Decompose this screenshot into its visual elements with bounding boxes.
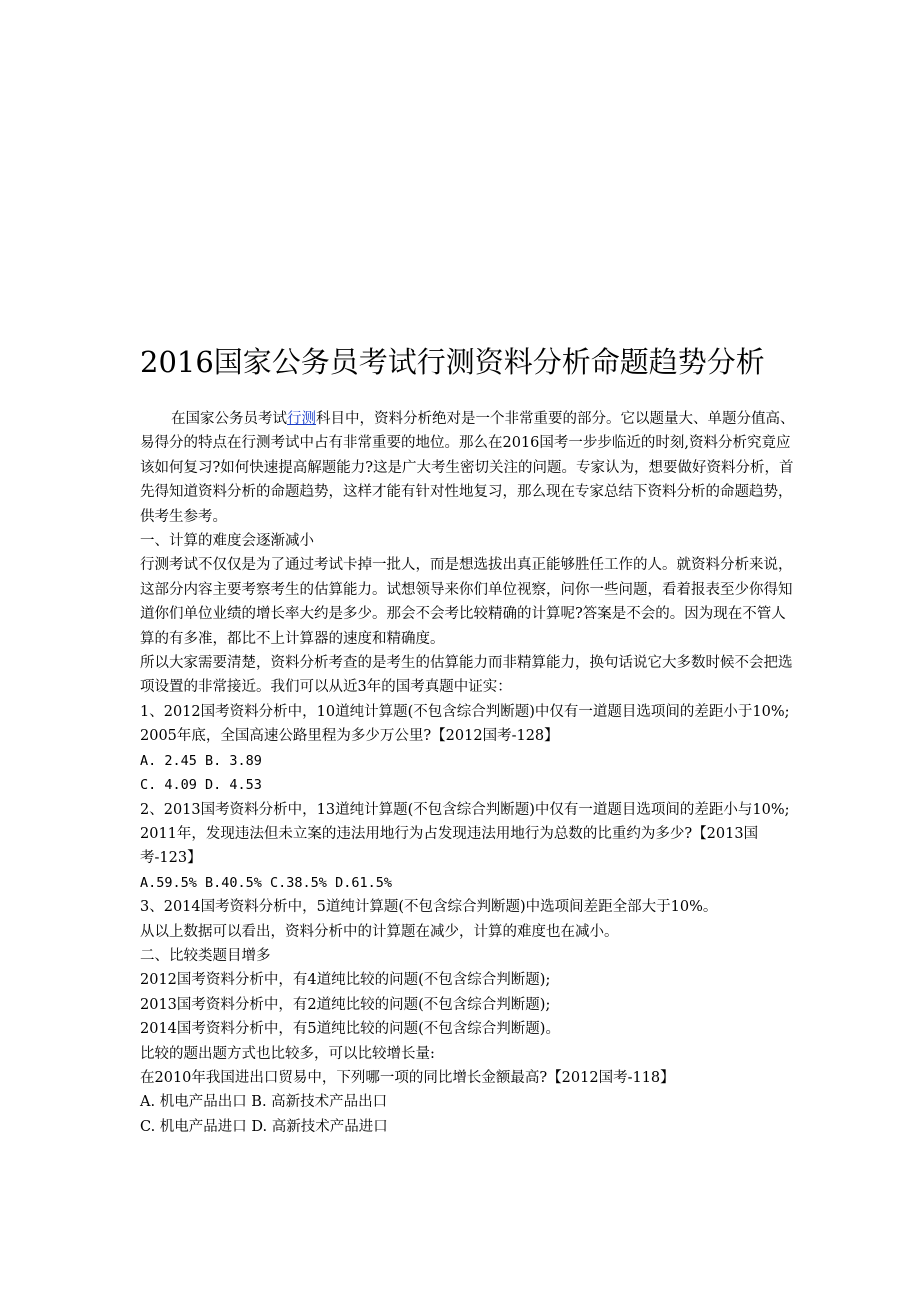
list-item: 2、2013国考资料分析中，13道纯计算题(不包含综合判断题)中仅有一道题目选项间的差距小与10%; <box>140 801 790 818</box>
xingce-link[interactable]: 行测 <box>287 411 316 427</box>
answer-options: C. 机电产品进口 D. 高新技术产品进口 <box>140 1118 388 1135</box>
question-text: 2005年底，全国高速公路里程为多少万公里?【2012国考-128】 <box>140 728 559 745</box>
intro-text-after-link: 科目中，资料分析绝对是一个非常重要的部分。它以题量大、单题分值高、易得分的特点在行测考试中占有非常重要的地位。那么在2016国考一步步临近的时刻,资料分析究竟应该如何复习?如何快速提高解题能力?这是广大考生密切关注的问题。专家认为，想要做好资料分析，首先得知道资料分析的命题趋势，这样才能有针对性地复习，那么现在专家总结下资料分析的命题趋势，供考生参考。 <box>140 411 795 525</box>
paragraph: 从以上数据可以看出，资料分析中的计算题在减少，计算的难度也在减小。 <box>140 923 619 940</box>
answer-options: A. 机电产品出口 B. 高新技术产品出口 <box>140 1094 388 1111</box>
answer-options: A. 2.45 B. 3.89 <box>140 752 262 769</box>
question-text: 2011年，发现违法但未立案的违法用地行为占发现违法用地行为总数的比重约为多少?【2013国考-123】 <box>140 825 759 867</box>
paragraph: 比较的题出题方式也比较多，可以比较增长量: <box>140 1045 435 1062</box>
intro-text-before-link: 在国家公务员考试 <box>171 411 287 427</box>
list-item: 2013国考资料分析中，有2道纯比较的问题(不包含综合判断题); <box>140 996 551 1013</box>
paragraph: 行测考试不仅仅是为了通过考试卡掉一批人，而是想选拔出真正能够胜任工作的人。就资料分析来说，这部分内容主要考察考生的估算能力。试想领导来你们单位视察，问你一些问题，看着报表至少你得知道你们单位业绩的增长率大约是多少。那会不会考比较精确的计算呢?答案是不会的。因为现在不管人算的有多准，都比不上计算器的速度和精确度。 <box>140 557 793 647</box>
document-body <box>140 407 795 1139</box>
document-title: 2016国家公务员考试行测资料分析命题趋势分析 <box>140 345 765 379</box>
section-heading-2: 二、比较类题目增多 <box>140 947 271 964</box>
intro-paragraph <box>140 407 795 529</box>
list-item: 1、2012国考资料分析中，10道纯计算题(不包含综合判断题)中仅有一道题目选项间的差距小于10%; <box>140 703 790 720</box>
question-text: 在2010年我国进出口贸易中，下列哪一项的同比增长金额最高?【2012国考-118】 <box>140 1069 675 1086</box>
answer-options: A.59.5% B.40.5% C.38.5% D.61.5% <box>140 874 392 891</box>
list-item: 2014国考资料分析中，有5道纯比较的问题(不包含综合判断题)。 <box>140 1021 560 1038</box>
section-heading-1: 一、计算的难度会逐渐减小 <box>140 533 314 550</box>
list-item: 2012国考资料分析中，有4道纯比较的问题(不包含综合判断题); <box>140 972 551 989</box>
answer-options: C. 4.09 D. 4.53 <box>140 777 262 794</box>
list-item: 3、2014国考资料分析中，5道纯计算题(不包含综合判断题)中选项间差距全部大于10%。 <box>140 899 718 916</box>
paragraph: 所以大家需要清楚，资料分析考查的是考生的估算能力而非精算能力，换句话说它大多数时候不会把选项设置的非常接近。我们可以从近3年的国考真题中证实： <box>140 655 793 696</box>
